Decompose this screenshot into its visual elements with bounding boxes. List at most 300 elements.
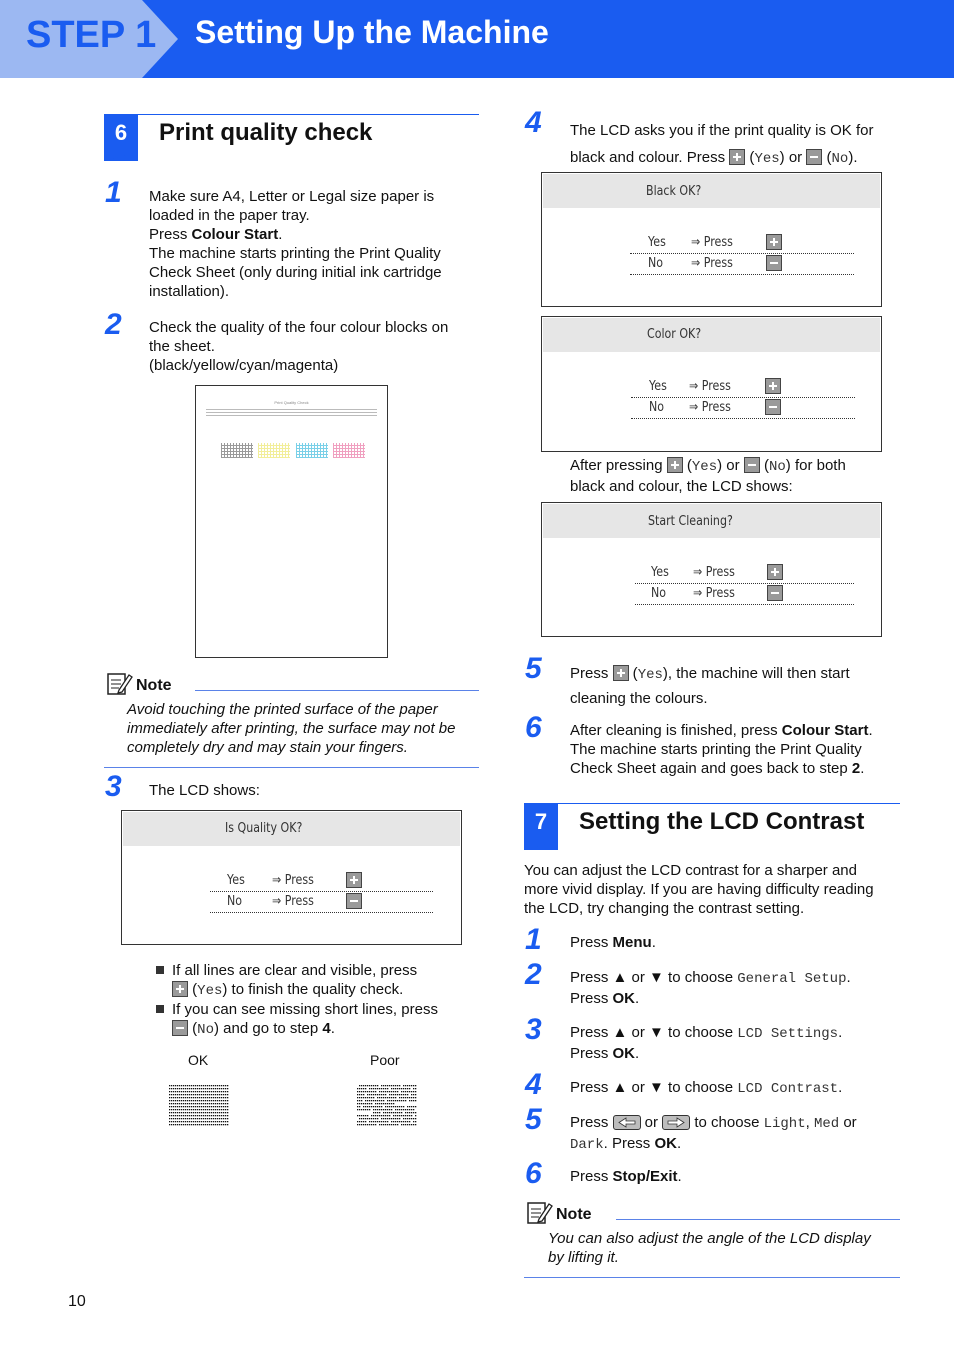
pattern-dot [203,1118,204,1119]
poor-label: Poor [370,1052,400,1068]
bullet-icon [156,966,164,974]
pattern-dot [375,1109,376,1110]
pattern-dot [201,1124,202,1125]
pattern-dot [211,1118,212,1119]
plus-key-icon [346,872,362,888]
pattern-dot [173,1088,174,1089]
pattern-dot [189,1121,190,1122]
pattern-dot [393,1124,394,1125]
pattern-dot [171,1088,172,1089]
pattern-dot [185,1109,186,1110]
pattern-dot [357,1121,358,1122]
pattern-dot [395,1112,396,1113]
pattern-dot [413,1106,414,1107]
pattern-dot [391,1112,392,1113]
pattern-dot [405,1094,406,1095]
pattern-dot [207,1088,208,1089]
pattern-dot [359,1124,360,1125]
pattern-dot [175,1106,176,1107]
sheet-text-line [206,412,377,413]
pattern-dot [393,1091,394,1092]
section-number-badge: 7 [524,803,558,850]
pattern-dot [375,1106,376,1107]
pattern-dot [211,1085,212,1086]
pattern-dot [409,1097,410,1098]
pattern-dot [195,1100,196,1101]
pattern-dot [401,1088,402,1089]
pattern-dot [223,1118,224,1119]
pattern-dot [223,1097,224,1098]
pattern-dot [365,1088,366,1089]
pattern-dot [393,1094,394,1095]
pattern-dot [179,1124,180,1125]
pattern-dot [209,1097,210,1098]
pattern-dot [177,1088,178,1089]
pattern-dot [219,1106,220,1107]
pattern-dot [209,1115,210,1116]
pattern-dot [373,1094,374,1095]
pattern-dot [363,1124,364,1125]
pattern-dot [413,1100,414,1101]
pattern-dot [401,1097,402,1098]
pattern-dot [399,1121,400,1122]
pattern-dot [361,1109,362,1110]
pattern-dot [209,1121,210,1122]
pattern-dot [195,1112,196,1113]
pattern-dot [385,1097,386,1098]
pattern-dot [191,1097,192,1098]
pattern-dot [223,1121,224,1122]
pattern-dot [175,1103,176,1104]
pattern-dot [385,1121,386,1122]
pattern-dot [211,1124,212,1125]
step-number: 5 [525,652,542,685]
pattern-dot [205,1109,206,1110]
pattern-dot [397,1124,398,1125]
pattern-dot [383,1097,384,1098]
pattern-dot [385,1091,386,1092]
pattern-dot [175,1088,176,1089]
pattern-dot [381,1118,382,1119]
pattern-dot [207,1091,208,1092]
step-number: 4 [525,106,542,139]
pattern-dot [385,1109,386,1110]
pattern-dot [191,1121,192,1122]
pattern-dot [177,1085,178,1086]
pattern-dot [395,1085,396,1086]
pattern-dot [179,1112,180,1113]
pattern-dot [189,1106,190,1107]
pattern-dot [407,1085,408,1086]
pattern-dot [175,1124,176,1125]
pattern-dot [187,1115,188,1116]
pattern-dot [187,1121,188,1122]
pattern-dot [183,1106,184,1107]
pattern-dot [203,1112,204,1113]
pattern-dot [371,1103,372,1104]
pattern-dot [369,1106,370,1107]
pattern-dot [357,1094,358,1095]
pattern-dot [389,1091,390,1092]
pattern-dot [391,1088,392,1089]
pattern-dot [171,1085,172,1086]
pattern-dot [401,1115,402,1116]
pattern-dot [405,1085,406,1086]
pattern-dot [357,1106,358,1107]
pattern-dot [399,1118,400,1119]
pattern-dot [187,1091,188,1092]
pattern-dot [373,1088,374,1089]
pattern-dot [225,1112,226,1113]
pattern-dot [209,1112,210,1113]
step-text: Press (Yes), the machine will then start cleaning the colours. [570,665,850,707]
pattern-dot [367,1109,368,1110]
pattern-dot [379,1109,380,1110]
pattern-dot [205,1097,206,1098]
pattern-dot [357,1124,358,1125]
pattern-dot [407,1118,408,1119]
pattern-dot [393,1115,394,1116]
pattern-dot [173,1097,174,1098]
pattern-dot [213,1109,214,1110]
pattern-dot [385,1085,386,1086]
pattern-dot [219,1112,220,1113]
pattern-dot [375,1124,376,1125]
pattern-dot [415,1085,416,1086]
pattern-dot [199,1091,200,1092]
pattern-dot [205,1118,206,1119]
pattern-dot [405,1091,406,1092]
pattern-dot [413,1088,414,1089]
pattern-dot [223,1103,224,1104]
step-number: 2 [105,308,122,341]
minus-key-icon [765,399,781,415]
pattern-dot [379,1112,380,1113]
pattern-dot [387,1100,388,1101]
pattern-dot [189,1097,190,1098]
pattern-dot [415,1124,416,1125]
pattern-dot [415,1118,416,1119]
pattern-dot [191,1085,192,1086]
pattern-dot [383,1100,384,1101]
pattern-dot [215,1118,216,1119]
pattern-dot [215,1085,216,1086]
pattern-dot [411,1091,412,1092]
minus-key-icon [346,893,362,909]
pattern-dot [407,1094,408,1095]
pattern-dot [191,1112,192,1113]
pattern-dot [361,1121,362,1122]
pattern-dot [199,1118,200,1119]
pattern-dot [365,1115,366,1116]
pattern-dot [385,1115,386,1116]
pattern-dot [395,1118,396,1119]
pattern-dot [211,1106,212,1107]
pattern-dot [195,1109,196,1110]
pattern-dot [403,1094,404,1095]
pattern-dot [217,1097,218,1098]
pattern-dot [413,1124,414,1125]
pattern-dot [187,1094,188,1095]
pattern-dot [407,1112,408,1113]
pattern-dot [367,1103,368,1104]
pattern-dot [185,1115,186,1116]
pattern-dot [187,1097,188,1098]
pattern-dot [179,1121,180,1122]
pattern-dot [391,1103,392,1104]
pattern-dot [225,1103,226,1104]
pattern-dot [411,1085,412,1086]
pattern-dot [211,1091,212,1092]
pattern-dot [395,1091,396,1092]
pattern-dot [359,1100,360,1101]
pattern-dot [175,1100,176,1101]
pattern-dot [389,1106,390,1107]
pattern-dot [399,1094,400,1095]
pattern-dot [371,1118,372,1119]
pattern-dot [363,1091,364,1092]
pattern-dot [169,1103,170,1104]
pattern-dot [359,1118,360,1119]
pattern-dot [393,1121,394,1122]
pattern-dot [185,1118,186,1119]
pattern-dot [187,1085,188,1086]
pattern-dot [369,1121,370,1122]
pattern-dot [405,1112,406,1113]
pattern-dot [183,1097,184,1098]
pattern-dot [205,1103,206,1104]
pattern-dot [195,1121,196,1122]
poor-pattern-icon [356,1083,418,1133]
pattern-dot [379,1094,380,1095]
pattern-dot [203,1121,204,1122]
pattern-dot [211,1100,212,1101]
pattern-dot [407,1097,408,1098]
pattern-dot [209,1103,210,1104]
pattern-dot [211,1097,212,1098]
pattern-dot [197,1124,198,1125]
pattern-dot [359,1121,360,1122]
pattern-dot [361,1124,362,1125]
pattern-dot [405,1088,406,1089]
pattern-dot [191,1115,192,1116]
bullet-icon [156,1005,164,1013]
pattern-dot [187,1100,188,1101]
pattern-dot [205,1100,206,1101]
pattern-dot [197,1103,198,1104]
pattern-dot [375,1115,376,1116]
pattern-dot [221,1121,222,1122]
lcd-title: Color OK? [647,327,702,342]
pattern-dot [221,1097,222,1098]
pattern-dot [403,1106,404,1107]
pattern-dot [369,1097,370,1098]
pattern-dot [195,1118,196,1119]
pattern-dot [369,1103,370,1104]
step-text: After cleaning is finished, press Colour Start. The machine starts printing the Print Quality Check Sheet again and goes back to step 2. [570,722,873,777]
step-number: 4 [525,1068,542,1101]
pattern-dot [391,1118,392,1119]
pattern-dot [373,1109,374,1110]
pattern-dot [363,1118,364,1119]
step-tab [0,0,178,78]
lcd-screen-quality [121,810,462,945]
pattern-dot [207,1124,208,1125]
minus-key-icon [766,255,782,271]
pattern-dot [213,1112,214,1113]
pattern-dot [193,1088,194,1089]
pattern-dot [357,1088,358,1089]
pattern-dot [173,1124,174,1125]
pattern-dot [409,1109,410,1110]
pattern-dot [207,1097,208,1098]
pattern-dot [203,1109,204,1110]
pattern-dot [195,1124,196,1125]
pattern-dot [181,1094,182,1095]
pattern-dot [219,1121,220,1122]
pattern-dot [387,1112,388,1113]
pattern-dot [201,1121,202,1122]
pattern-dot [199,1100,200,1101]
pattern-dot [209,1094,210,1095]
pattern-dot [197,1115,198,1116]
pattern-dot [179,1115,180,1116]
pattern-dot [367,1106,368,1107]
sheet-text-line [206,415,377,416]
pattern-dot [185,1124,186,1125]
pattern-dot [173,1100,174,1101]
section-rule [524,803,900,804]
pattern-dot [225,1088,226,1089]
pattern-dot [179,1106,180,1107]
pattern-dot [381,1085,382,1086]
pattern-dot [183,1103,184,1104]
step-number: 1 [525,923,542,956]
pattern-dot [389,1097,390,1098]
pattern-dot [373,1112,374,1113]
pattern-dot [197,1091,198,1092]
pattern-dot [203,1097,204,1098]
pattern-dot [397,1088,398,1089]
pattern-dot [199,1094,200,1095]
pattern-dot [363,1085,364,1086]
pattern-dot [177,1094,178,1095]
pattern-dot [403,1118,404,1119]
pattern-dot [375,1100,376,1101]
pattern-dot [179,1094,180,1095]
pattern-dot [397,1112,398,1113]
pattern-dot [169,1091,170,1092]
pattern-dot [211,1109,212,1110]
pattern-dot [185,1094,186,1095]
pattern-dot [181,1097,182,1098]
pattern-dot [171,1100,172,1101]
note-rule [616,1219,900,1220]
pattern-dot [381,1121,382,1122]
pattern-dot [223,1109,224,1110]
pattern-dot [217,1118,218,1119]
pattern-dot [399,1097,400,1098]
pattern-dot [181,1124,182,1125]
pattern-dot [221,1091,222,1092]
pattern-dot [177,1106,178,1107]
pattern-dot [411,1094,412,1095]
pattern-dot [199,1097,200,1098]
pattern-dot [203,1115,204,1116]
pattern-dot [377,1100,378,1101]
pattern-dot [193,1115,194,1116]
pattern-dot [361,1091,362,1092]
pattern-dot [189,1094,190,1095]
pattern-dot [197,1097,198,1098]
plus-key-icon [765,378,781,394]
pattern-dot [389,1124,390,1125]
pattern-dot [179,1103,180,1104]
pattern-dot [395,1109,396,1110]
pattern-dot [373,1118,374,1119]
pattern-dot [199,1121,200,1122]
pattern-dot [201,1091,202,1092]
pattern-dot [373,1100,374,1101]
pattern-dot [225,1118,226,1119]
pattern-dot [221,1106,222,1107]
pattern-dot [225,1124,226,1125]
pattern-dot [183,1085,184,1086]
pattern-dot [371,1085,372,1086]
pattern-dot [387,1118,388,1119]
pattern-dot [415,1088,416,1089]
pattern-dot [393,1088,394,1089]
lcd-title: Black OK? [646,184,702,199]
pattern-dot [399,1112,400,1113]
step-number: 6 [525,1157,542,1190]
pattern-dot [405,1115,406,1116]
pattern-dot [383,1088,384,1089]
section-title: Print quality check [159,119,373,146]
step-text: Press ▲ or ▼ to choose LCD Settings. Press OK. [570,1024,843,1062]
pattern-dot [217,1088,218,1089]
pattern-dot [213,1124,214,1125]
pattern-dot [391,1106,392,1107]
pattern-dot [359,1091,360,1092]
pattern-dot [409,1088,410,1089]
pattern-dot [183,1088,184,1089]
pattern-dot [377,1088,378,1089]
pattern-dot [185,1112,186,1113]
right-arrow-key-icon [662,1115,690,1130]
pattern-dot [207,1106,208,1107]
pattern-dot [219,1091,220,1092]
pattern-dot [399,1088,400,1089]
lcd-screen-cleaning [541,502,882,637]
plus-key-icon [767,564,783,580]
pattern-dot [215,1088,216,1089]
pattern-dot [177,1118,178,1119]
pattern-dot [181,1118,182,1119]
pattern-dot [415,1112,416,1113]
pattern-dot [205,1088,206,1089]
pattern-dot [389,1085,390,1086]
pattern-dot [393,1103,394,1104]
pattern-dot [403,1109,404,1110]
pattern-dot [181,1109,182,1110]
pattern-dot [379,1100,380,1101]
pattern-dot [221,1094,222,1095]
pattern-dot [393,1112,394,1113]
pattern-dot [173,1118,174,1119]
pattern-dot [369,1094,370,1095]
pattern-dot [371,1121,372,1122]
